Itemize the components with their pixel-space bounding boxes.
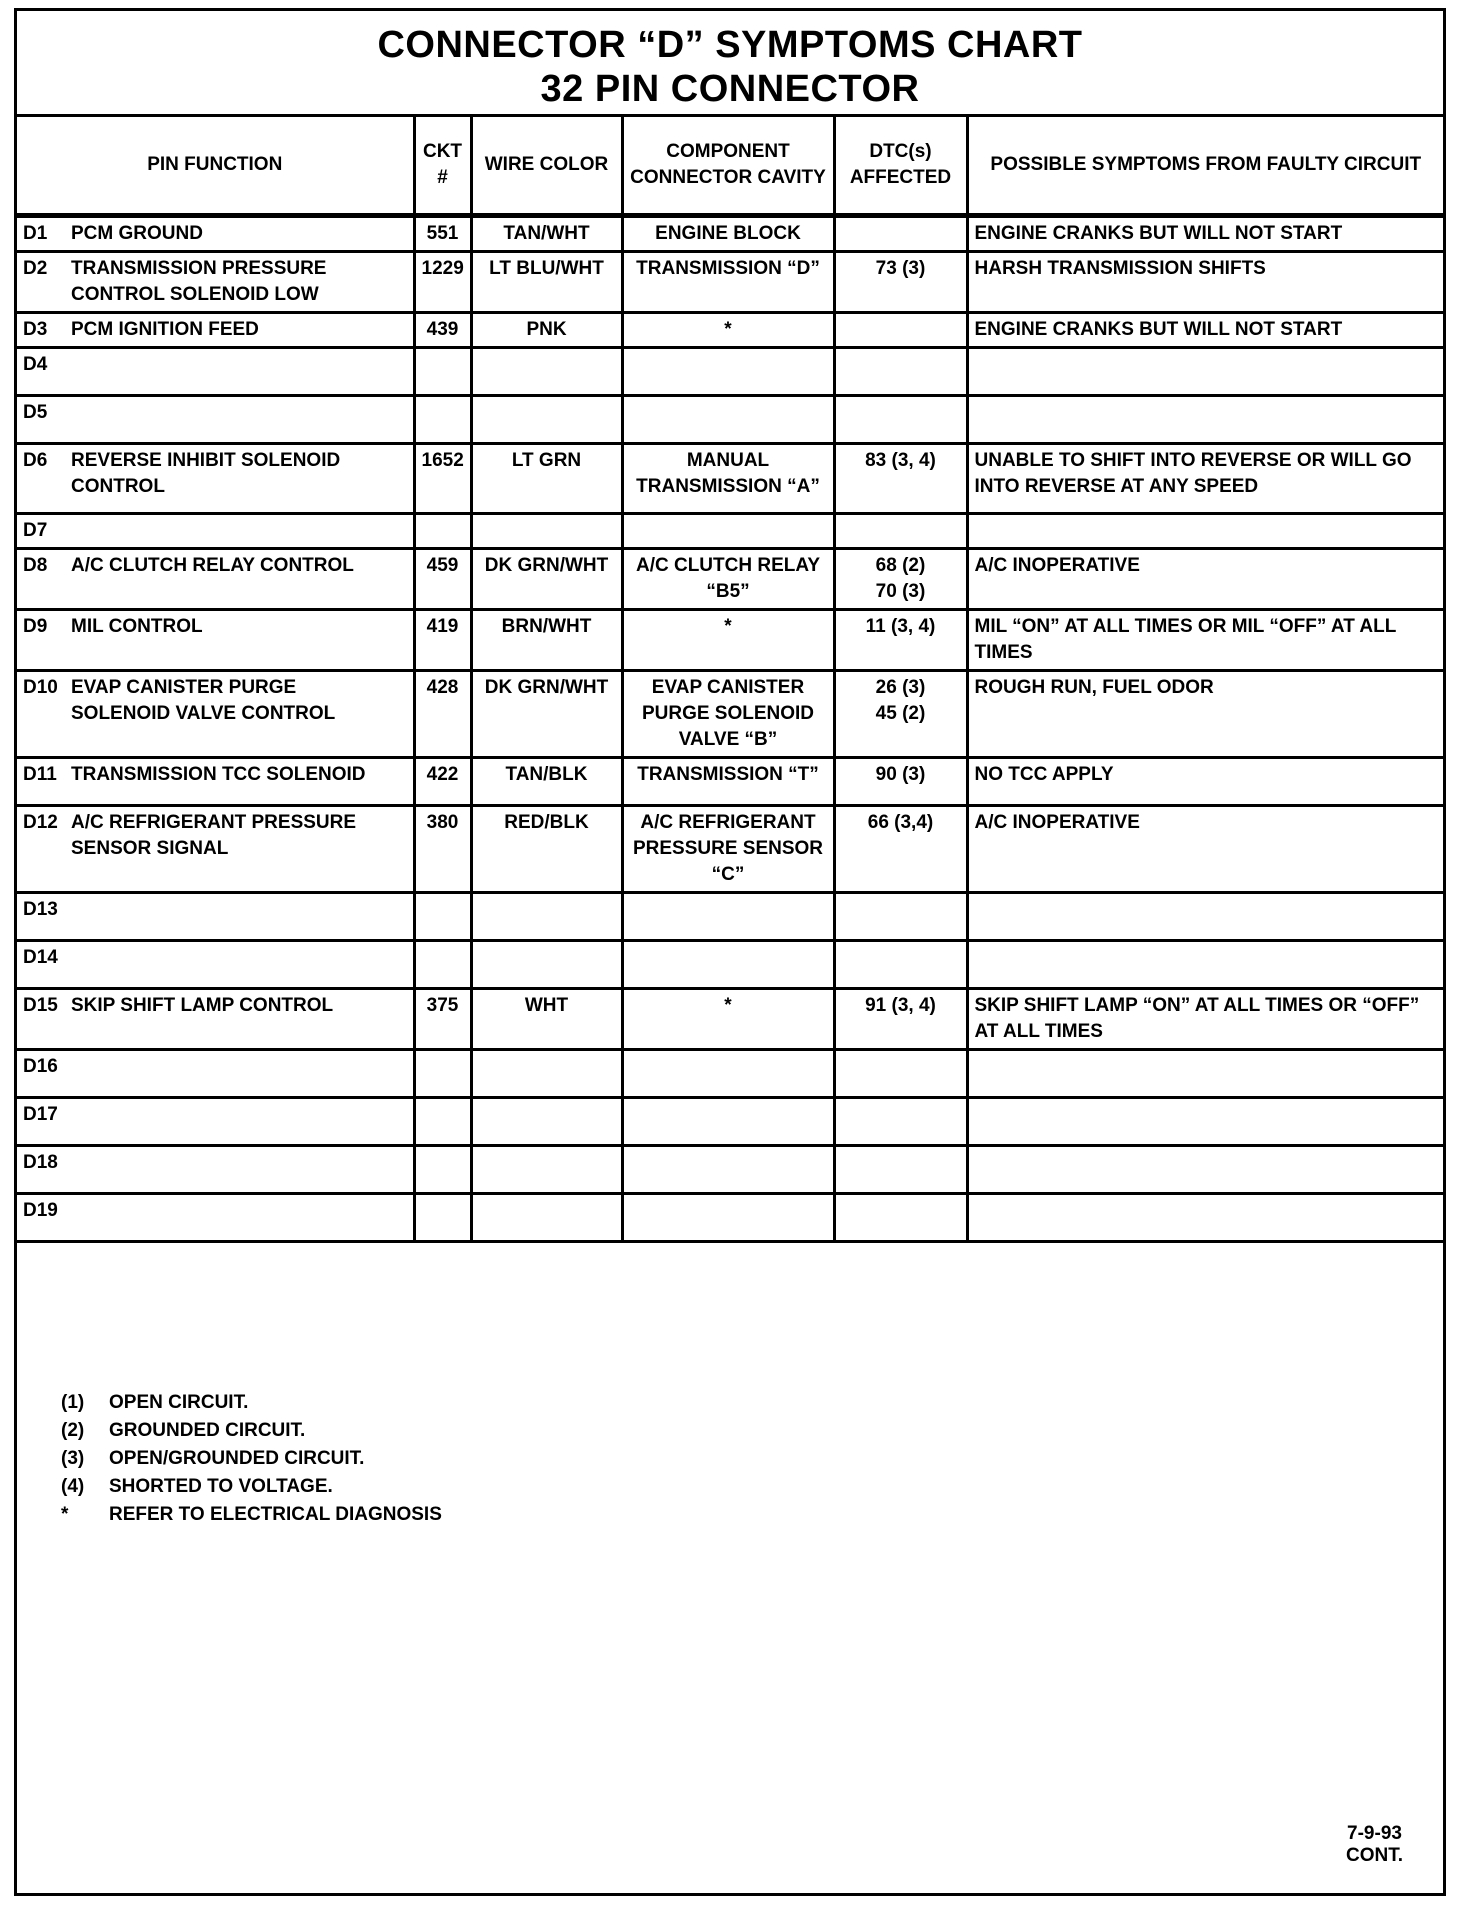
- cell-dtc: [834, 312, 967, 347]
- title-line-1: CONNECTOR “D” SYMPTOMS CHART: [377, 24, 1083, 66]
- table-row: [17, 988, 1443, 1049]
- cell-pin-function: [17, 940, 414, 988]
- cell-pin-function: [17, 443, 414, 513]
- cell-dtc: [834, 513, 967, 548]
- cell-cavity: [622, 1097, 834, 1145]
- cell-ckt: [414, 513, 471, 548]
- cell-pin-function: [17, 347, 414, 395]
- cell-dtc: [834, 892, 967, 940]
- pin-id: D17: [23, 1103, 58, 1125]
- cell-symptom: [967, 1097, 1443, 1145]
- table-body: [17, 215, 1443, 1241]
- cell-cavity: ENGINE BLOCK: [622, 215, 834, 251]
- cell-pin-function: [17, 1193, 414, 1241]
- notes-legend: [61, 1389, 442, 1529]
- cell-cavity: [622, 1145, 834, 1193]
- table-row: [17, 1145, 1443, 1193]
- cell-dtc: [834, 1097, 967, 1145]
- table-row: [17, 513, 1443, 548]
- note-item: [61, 1389, 442, 1417]
- table-row: [17, 251, 1443, 312]
- pin-id: D14: [23, 946, 58, 968]
- cell-dtc: 91 (3, 4): [834, 988, 967, 1049]
- pin-id: D18: [23, 1151, 58, 1173]
- cell-ckt: 375: [414, 988, 471, 1049]
- cell-cavity: [622, 513, 834, 548]
- note-key: (3): [61, 1448, 85, 1469]
- pin-id: D7: [23, 519, 48, 541]
- header-symptoms: POSSIBLE SYMPTOMS FROM FAULTY CIRCUIT: [967, 117, 1443, 215]
- table-row: [17, 215, 1443, 251]
- table-row: [17, 892, 1443, 940]
- title-line-2: 32 PIN CONNECTOR: [540, 68, 920, 110]
- cell-wire-color: LT BLU/WHT: [471, 251, 622, 312]
- cell-dtc: [834, 215, 967, 251]
- cell-wire-color: [471, 1049, 622, 1097]
- cell-pin-function: [17, 892, 414, 940]
- cell-pin-function: [17, 251, 414, 312]
- pin-id: D4: [23, 353, 48, 375]
- cell-ckt: 1652: [414, 443, 471, 513]
- cell-symptom: ENGINE CRANKS BUT WILL NOT START: [967, 215, 1443, 251]
- table-row: [17, 1193, 1443, 1241]
- cell-ckt: [414, 1145, 471, 1193]
- cell-wire-color: BRN/WHT: [471, 609, 622, 670]
- cell-dtc: 73 (3): [834, 251, 967, 312]
- cell-wire-color: [471, 892, 622, 940]
- pin-function: TRANSMISSION TCC SOLENOID: [71, 763, 366, 785]
- note-key: (1): [61, 1392, 85, 1413]
- cell-symptom: [967, 940, 1443, 988]
- pin-function: SKIP SHIFT LAMP CONTROL: [71, 994, 334, 1016]
- table-row: [17, 347, 1443, 395]
- cell-pin-function: [17, 312, 414, 347]
- cell-pin-function: [17, 609, 414, 670]
- header-pin-function: PIN FUNCTION: [17, 117, 414, 215]
- pin-id: D1: [23, 222, 48, 244]
- cell-wire-color: LT GRN: [471, 443, 622, 513]
- cell-symptom: HARSH TRANSMISSION SHIFTS: [967, 251, 1443, 312]
- pin-id: D5: [23, 401, 48, 423]
- cell-pin-function: [17, 1145, 414, 1193]
- pin-function: MIL CONTROL: [71, 615, 203, 637]
- header-dtc: DTC(s) AFFECTED: [834, 117, 967, 215]
- cell-symptom: [967, 347, 1443, 395]
- note-key: (2): [61, 1420, 85, 1441]
- note-text: REFER TO ELECTRICAL DIAGNOSIS: [109, 1504, 442, 1525]
- cell-ckt: [414, 1049, 471, 1097]
- note-item: [61, 1445, 442, 1473]
- cell-ckt: [414, 347, 471, 395]
- pin-function: REVERSE INHIBIT SOLENOID CONTROL: [71, 449, 341, 497]
- pin-function: PCM IGNITION FEED: [71, 318, 259, 340]
- cell-cavity: [622, 940, 834, 988]
- pin-id: D8: [23, 554, 48, 576]
- table-row: [17, 1049, 1443, 1097]
- header-ckt: CKT #: [414, 117, 471, 215]
- note-item: [61, 1501, 442, 1529]
- cell-ckt: [414, 1193, 471, 1241]
- cell-dtc: [834, 1145, 967, 1193]
- cell-symptom: [967, 513, 1443, 548]
- cell-symptom: [967, 395, 1443, 443]
- cell-wire-color: WHT: [471, 988, 622, 1049]
- cell-symptom: SKIP SHIFT LAMP “ON” AT ALL TIMES OR “OFF” AT ALL TIMES: [967, 988, 1443, 1049]
- cell-ckt: 380: [414, 805, 471, 892]
- pin-function: A/C CLUTCH RELAY CONTROL: [71, 554, 354, 576]
- pin-function: PCM GROUND: [71, 222, 203, 244]
- cell-cavity: EVAP CANISTER PURGE SOLENOID VALVE “B”: [622, 670, 834, 757]
- cell-ckt: [414, 395, 471, 443]
- cell-wire-color: RED/BLK: [471, 805, 622, 892]
- note-text: SHORTED TO VOLTAGE.: [109, 1476, 333, 1497]
- cell-cavity: A/C CLUTCH RELAY “B5”: [622, 548, 834, 609]
- cell-wire-color: TAN/BLK: [471, 757, 622, 805]
- cell-symptom: [967, 892, 1443, 940]
- cell-wire-color: [471, 513, 622, 548]
- note-item: [61, 1473, 442, 1501]
- cell-ckt: 459: [414, 548, 471, 609]
- pin-id: D19: [23, 1199, 58, 1221]
- table-row: [17, 443, 1443, 513]
- header-cavity: COMPONENT CONNECTOR CAVITY: [622, 117, 834, 215]
- cell-dtc: [834, 347, 967, 395]
- cell-pin-function: [17, 215, 414, 251]
- cell-symptom: [967, 1193, 1443, 1241]
- table-row: [17, 609, 1443, 670]
- cell-cavity: [622, 1193, 834, 1241]
- cell-symptom: MIL “ON” AT ALL TIMES OR MIL “OFF” AT ALL TIMES: [967, 609, 1443, 670]
- cell-dtc: 66 (3,4): [834, 805, 967, 892]
- table-row: [17, 548, 1443, 609]
- pin-id: D11: [23, 763, 57, 785]
- note-text: OPEN CIRCUIT.: [109, 1392, 249, 1413]
- cell-wire-color: [471, 347, 622, 395]
- cell-dtc: 68 (2) 70 (3): [834, 548, 967, 609]
- cell-ckt: 1229: [414, 251, 471, 312]
- pin-id: D9: [23, 615, 48, 637]
- footer-date: 7-9-93: [1347, 1823, 1402, 1844]
- pin-id: D3: [23, 318, 48, 340]
- cell-symptom: ROUGH RUN, FUEL ODOR: [967, 670, 1443, 757]
- cell-symptom: ENGINE CRANKS BUT WILL NOT START: [967, 312, 1443, 347]
- cell-wire-color: [471, 1145, 622, 1193]
- cell-wire-color: DK GRN/WHT: [471, 548, 622, 609]
- cell-dtc: [834, 940, 967, 988]
- cell-dtc: [834, 1049, 967, 1097]
- cell-ckt: 422: [414, 757, 471, 805]
- note-text: OPEN/GROUNDED CIRCUIT.: [109, 1448, 365, 1469]
- cell-ckt: [414, 1097, 471, 1145]
- pin-function: EVAP CANISTER PURGE SOLENOID VALVE CONTROL: [71, 676, 336, 724]
- table-row: [17, 757, 1443, 805]
- cell-cavity: MANUAL TRANSMISSION “A”: [622, 443, 834, 513]
- cell-wire-color: TAN/WHT: [471, 215, 622, 251]
- page-footer: [1346, 1823, 1403, 1867]
- cell-cavity: [622, 1049, 834, 1097]
- cell-cavity: [622, 347, 834, 395]
- cell-wire-color: [471, 1097, 622, 1145]
- table-row: [17, 312, 1443, 347]
- cell-ckt: 439: [414, 312, 471, 347]
- cell-pin-function: [17, 513, 414, 548]
- footer-cont: CONT.: [1346, 1845, 1403, 1866]
- cell-cavity: A/C REFRIGERANT PRESSURE SENSOR “C”: [622, 805, 834, 892]
- pin-id: D15: [23, 994, 58, 1016]
- table-row: [17, 940, 1443, 988]
- cell-wire-color: [471, 1193, 622, 1241]
- cell-ckt: [414, 892, 471, 940]
- cell-cavity: *: [622, 609, 834, 670]
- pin-id: D10: [23, 676, 58, 698]
- table-row: [17, 670, 1443, 757]
- cell-pin-function: [17, 395, 414, 443]
- cell-ckt: 419: [414, 609, 471, 670]
- cell-symptom: A/C INOPERATIVE: [967, 805, 1443, 892]
- cell-symptom: [967, 1145, 1443, 1193]
- pin-id: D13: [23, 898, 58, 920]
- cell-cavity: TRANSMISSION “D”: [622, 251, 834, 312]
- pin-id: D12: [23, 811, 58, 833]
- cell-pin-function: [17, 1049, 414, 1097]
- cell-ckt: [414, 940, 471, 988]
- cell-cavity: [622, 892, 834, 940]
- pin-function: TRANSMISSION PRESSURE CONTROL SOLENOID LOW: [71, 257, 327, 305]
- cell-pin-function: [17, 988, 414, 1049]
- cell-cavity: [622, 395, 834, 443]
- cell-dtc: 83 (3, 4): [834, 443, 967, 513]
- cell-dtc: [834, 395, 967, 443]
- cell-dtc: 90 (3): [834, 757, 967, 805]
- cell-symptom: A/C INOPERATIVE: [967, 548, 1443, 609]
- cell-symptom: NO TCC APPLY: [967, 757, 1443, 805]
- note-key: (4): [61, 1476, 85, 1497]
- table-row: [17, 1097, 1443, 1145]
- cell-wire-color: DK GRN/WHT: [471, 670, 622, 757]
- pin-function: A/C REFRIGERANT PRESSURE SENSOR SIGNAL: [71, 811, 357, 859]
- cell-wire-color: [471, 940, 622, 988]
- cell-ckt: 551: [414, 215, 471, 251]
- cell-dtc: 11 (3, 4): [834, 609, 967, 670]
- chart-frame: [14, 8, 1446, 1896]
- cell-wire-color: PNK: [471, 312, 622, 347]
- table-row: [17, 805, 1443, 892]
- note-item: [61, 1417, 442, 1445]
- cell-symptom: [967, 1049, 1443, 1097]
- cell-pin-function: [17, 1097, 414, 1145]
- header-wire-color: WIRE COLOR: [471, 117, 622, 215]
- note-key: *: [61, 1504, 69, 1525]
- pin-id: D16: [23, 1055, 58, 1077]
- cell-cavity: TRANSMISSION “T”: [622, 757, 834, 805]
- cell-pin-function: [17, 805, 414, 892]
- pin-id: D2: [23, 257, 48, 279]
- cell-symptom: UNABLE TO SHIFT INTO REVERSE OR WILL GO INTO REVERSE AT ANY SPEED: [967, 443, 1443, 513]
- table-header-row: [17, 117, 1443, 215]
- cell-pin-function: [17, 548, 414, 609]
- cell-dtc: 26 (3) 45 (2): [834, 670, 967, 757]
- cell-pin-function: [17, 670, 414, 757]
- note-text: GROUNDED CIRCUIT.: [109, 1420, 306, 1441]
- cell-ckt: 428: [414, 670, 471, 757]
- cell-wire-color: [471, 395, 622, 443]
- cell-pin-function: [17, 757, 414, 805]
- table-row: [17, 395, 1443, 443]
- chart-title: [17, 11, 1443, 117]
- cell-cavity: *: [622, 312, 834, 347]
- symptoms-table: [17, 117, 1443, 1243]
- pin-id: D6: [23, 449, 48, 471]
- cell-dtc: [834, 1193, 967, 1241]
- cell-cavity: *: [622, 988, 834, 1049]
